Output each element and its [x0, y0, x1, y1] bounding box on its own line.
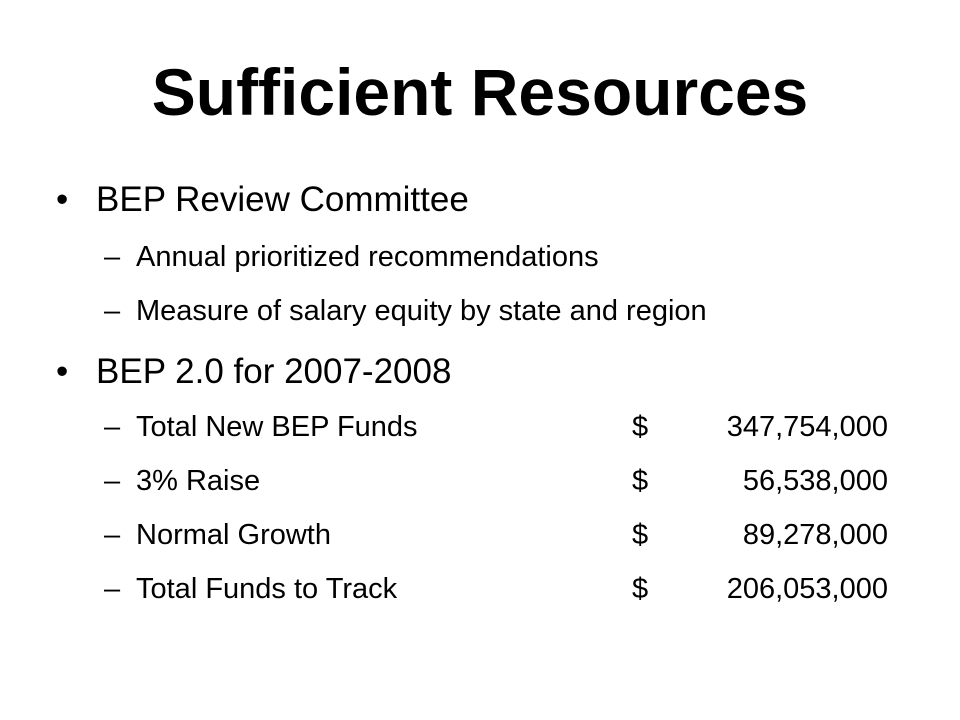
dash-icon: – — [104, 241, 121, 273]
bullet-dot-icon: • — [56, 352, 69, 391]
funding-row — [104, 571, 888, 607]
currency-symbol: $ — [632, 573, 649, 605]
sub-item — [104, 239, 599, 275]
funding-amount: 206,053,000 — [726, 573, 888, 605]
funding-label: 3% Raise — [136, 465, 261, 497]
bullet-label: BEP Review Committee — [96, 180, 469, 219]
currency-symbol: $ — [632, 411, 649, 443]
funding-row — [104, 517, 888, 553]
dash-icon: – — [104, 295, 121, 327]
funding-row — [104, 463, 888, 499]
bullet-bep-review-committee — [56, 178, 469, 222]
funding-amount: 347,754,000 — [726, 411, 888, 443]
bullet-dot-icon: • — [56, 180, 69, 219]
funding-label: Total Funds to Track — [136, 573, 398, 605]
dash-icon: – — [104, 519, 121, 551]
funding-amount: 89,278,000 — [742, 519, 888, 551]
currency-symbol: $ — [632, 519, 649, 551]
funding-label: Total New BEP Funds — [136, 411, 418, 443]
sub-item-text: Annual prioritized recommendations — [136, 241, 599, 273]
funding-label: Normal Growth — [136, 519, 331, 551]
funding-row — [104, 409, 888, 445]
dash-icon: – — [104, 573, 121, 605]
sub-item-text: Measure of salary equity by state and region — [136, 295, 707, 327]
funding-amount: 56,538,000 — [742, 465, 888, 497]
bullet-bep-2-0 — [56, 350, 451, 394]
slide-title: Sufficient Resources — [151, 55, 809, 129]
dash-icon: – — [104, 465, 121, 497]
dash-icon: – — [104, 411, 121, 443]
currency-symbol: $ — [632, 465, 649, 497]
sub-item — [104, 293, 707, 329]
bullet-label: BEP 2.0 for 2007-2008 — [96, 352, 452, 391]
